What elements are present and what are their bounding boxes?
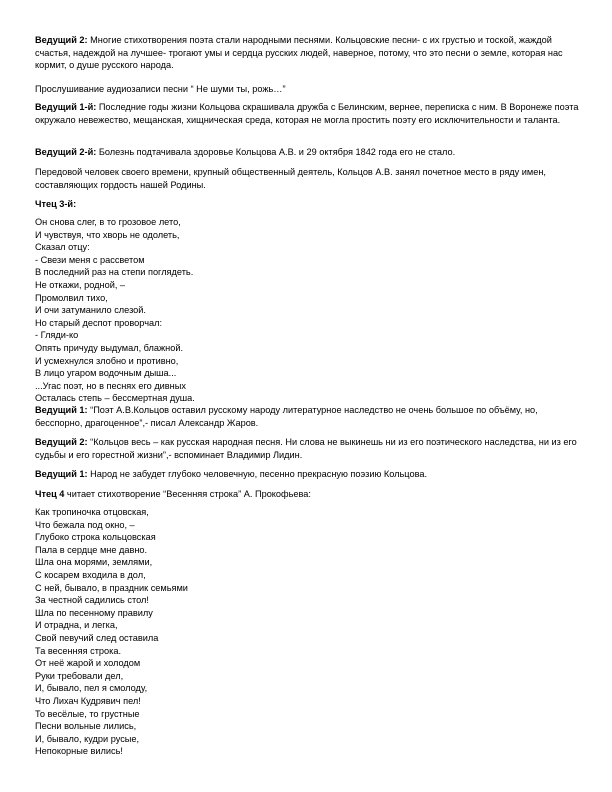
paragraph-reader4 (35, 488, 580, 501)
poem-line: Непокорные вились! (35, 746, 123, 757)
speaker-label: Ведущий 1: (35, 469, 88, 479)
poem-line: Что бежала под окно, – (35, 519, 135, 530)
poem-line: Та весенняя строка. (35, 645, 122, 656)
poem-line: - Свези меня с рассветом (35, 254, 145, 265)
paragraph-host2-songs (35, 34, 580, 72)
speaker-label: Ведущий 1-й: (35, 102, 97, 112)
poem-line: Что Лихач Кудрявич пел! (35, 695, 141, 706)
speaker-label: Ведущий 1: (35, 405, 88, 415)
poem-line: Руки требовали дел, (35, 670, 124, 681)
paragraph-text: Многие стихотворения поэта стали народными песнями. Кольцовские песни- с их грустью и тоской, жаждой счастья, надеждой на лучшее- трогают умы и сердца русских людей, наверное, потому, что это песни о земле, которая нас кормит, о душе русского народа. (35, 35, 563, 71)
paragraph-host1-belinsky (35, 101, 580, 126)
poem-line: Пала в сердце мне давно. (35, 544, 148, 555)
paragraph-text: Передовой человек своего времени, крупный общественный деятель, Кольцов А.В. занял почетное место в ряду имен, составляющих гордость нашей Родины. (35, 167, 546, 190)
paragraph-host2-lidin (35, 436, 580, 461)
poem-line: Не откажи, родной, – (35, 279, 126, 290)
poem-line: За честной садились стол! (35, 595, 149, 606)
poem-line: С косарем входила в дол, (35, 569, 146, 580)
paragraph-text: Прослушивание аудиозаписи песни “ Не шуми ты, рожь…” (35, 84, 286, 94)
poem-line: И очи затуманило слезой. (35, 305, 146, 316)
poem-second (35, 506, 580, 758)
paragraph-reader3 (35, 198, 580, 211)
poem-line: Он снова слег, в то грозовое лето, (35, 217, 181, 227)
paragraph-audio (35, 83, 580, 96)
poem-line: Шла она морями, землями, (35, 557, 153, 568)
poem-line: Как тропиночка отцовская, (35, 507, 149, 517)
poem-line: ...Угас поэт, но в песнях его дивных (35, 380, 186, 391)
poem-line: Промолвил тихо, (35, 292, 108, 303)
poem-line: Опять причуду выдумал, блажной. (35, 342, 184, 353)
poem-line: Сказал отцу: (35, 242, 90, 253)
paragraph-text: читает стихотворение “Весенняя строка” А. Прокофьева: (64, 489, 311, 499)
speaker-label: Ведущий 2: (35, 35, 88, 45)
poem-first (35, 216, 580, 405)
speaker-label: Чтец 3-й: (35, 199, 77, 209)
poem-line: Осталась степь – бессмертная душа. (35, 393, 195, 404)
poem-line: В лицо угаром водочным дыша... (35, 368, 177, 379)
paragraph-host2-illness (35, 146, 580, 159)
poem-line: Но старый деспот проворчал: (35, 317, 163, 328)
poem-line: И усмехнулся злобно и противно, (35, 355, 179, 366)
paragraph-text: “Поэт А.В.Кольцов оставил русскому народу литературное наследство не очень большое по объёму, но, бесспорно, драгоценное”,- писал Александр Жаров. (35, 405, 538, 428)
speaker-label: Ведущий 2-й: (35, 147, 97, 157)
poem-line: Шла по песенному правилу (35, 607, 153, 618)
poem-line: Свой певучий след оставила (35, 632, 159, 643)
paragraph-text: “Кольцов весь – как русская народная песня. Ни слова не выкинешь ни из его поэтического наследства, ни из его судьбы и его горестной жизни”,- вспоминает Владимир Лидин. (35, 437, 577, 460)
poem-line: И, бывало, кудри русые, (35, 733, 140, 744)
paragraph-text: Народ не забудет глубоко человечную, песенно прекрасную поэзию Кольцова. (87, 469, 428, 479)
paragraph-text: Последние годы жизни Кольцова скрашивала дружба с Белинским, вернее, переписка с ним. В Воронеже поэта окружало невежество, мещанская, хищническая среда, которая не могла простить поэту его исключительности и таланта. (35, 102, 579, 125)
paragraph-progressive (35, 166, 580, 191)
poem-line: И, бывало, пел я смолоду, (35, 683, 148, 694)
poem-line: - Гляди-ко (35, 330, 79, 341)
paragraph-text: Болезнь подтачивала здоровье Кольцова А.В. и 29 октября 1842 года его не стало. (96, 147, 456, 157)
speaker-label: Чтец 4 (35, 489, 65, 499)
poem-line: И чувствуя, что хворь не одолеть, (35, 229, 180, 240)
speaker-label: Ведущий 2: (35, 437, 88, 447)
poem-line: От неё жарой и холодом (35, 658, 141, 669)
poem-line: То весёлые, то грустные (35, 708, 140, 719)
poem-line: Глубоко строка кольцовская (35, 532, 156, 543)
poem-line: В последний раз на степи поглядеть. (35, 267, 194, 278)
paragraph-host1-memory (35, 468, 580, 481)
poem-line: Песни вольные лились, (35, 721, 137, 732)
poem-line: С ней, бывало, в праздник семьями (35, 582, 188, 593)
poem-line: И отрадна, и легка, (35, 620, 118, 631)
paragraph-host1-zharov (35, 404, 580, 429)
